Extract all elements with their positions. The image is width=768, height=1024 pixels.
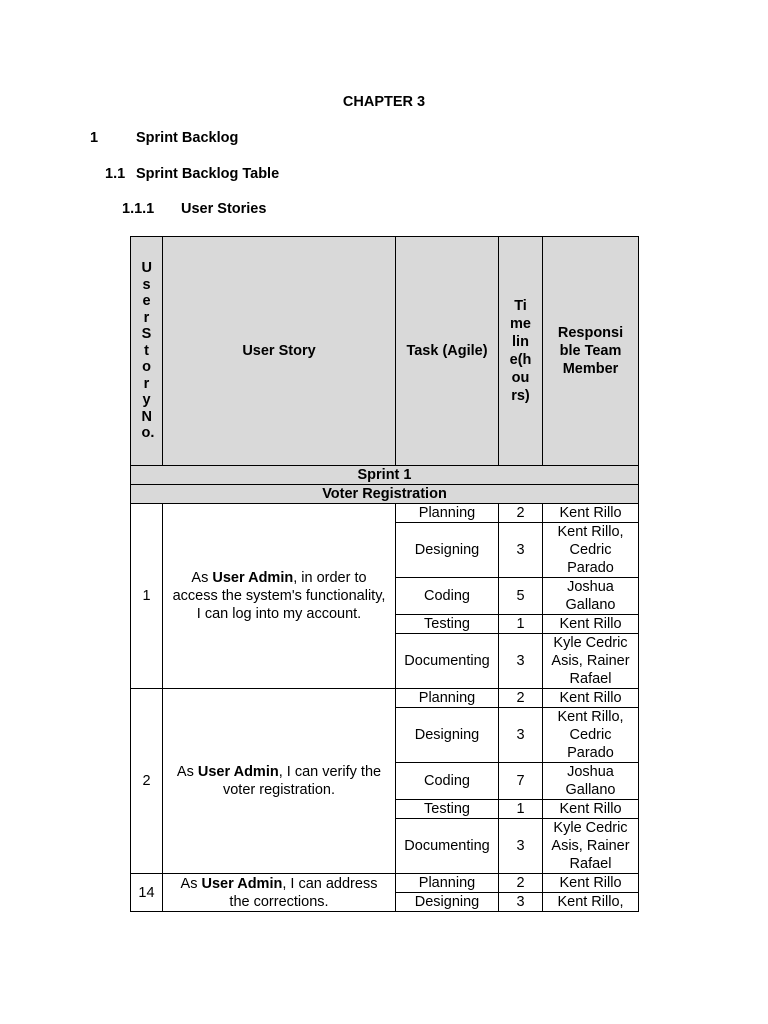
hours-cell: 2	[499, 689, 543, 708]
story-prefix: As	[191, 570, 213, 586]
member-cell: Kent Rillo, Cedric Parado	[543, 708, 639, 763]
story-prefix: As	[176, 764, 198, 780]
task-cell: Planning	[396, 504, 499, 523]
module-row	[131, 485, 639, 504]
story-prefix: As	[180, 875, 202, 892]
member-cell: Kent Rillo	[543, 874, 639, 893]
user-story-cell	[163, 874, 396, 912]
sprint-backlog-table	[130, 236, 639, 912]
hours-cell: 3	[499, 893, 543, 912]
member-cell: Kent Rillo, Cedric Parado	[543, 523, 639, 578]
section-title: Sprint Backlog	[136, 130, 239, 146]
task-cell: Testing	[396, 800, 499, 819]
header-timeline: Timeline(hours)	[499, 237, 543, 466]
member-cell: Joshua Gallano	[543, 578, 639, 615]
hours-cell: 1	[499, 615, 543, 634]
story-number-cell: 2	[131, 689, 163, 874]
task-cell: Planning	[396, 874, 499, 893]
hours-cell: 3	[499, 819, 543, 874]
task-cell: Coding	[396, 578, 499, 615]
module-label: Voter Registration	[131, 485, 639, 504]
hours-cell: 2	[499, 874, 543, 893]
subsubsection-number: 1.1.1	[122, 201, 155, 217]
task-cell: Designing	[396, 708, 499, 763]
task-cell: Documenting	[396, 819, 499, 874]
header-responsible: Responsible Team Member	[543, 237, 639, 466]
task-cell: Designing	[396, 893, 499, 912]
story-role: User Admin	[197, 764, 279, 780]
sprint-label: Sprint 1	[131, 466, 639, 485]
story-role: User Admin	[201, 875, 283, 892]
hours-cell: 1	[499, 800, 543, 819]
table-header-row	[131, 237, 639, 466]
story-number-cell: 14	[131, 874, 163, 912]
member-cell: Joshua Gallano	[543, 763, 639, 800]
hours-cell: 3	[499, 523, 543, 578]
hours-cell: 2	[499, 504, 543, 523]
header-user-story: User Story	[163, 237, 396, 466]
story-rest: , I can address the corrections.	[229, 875, 378, 910]
task-cell: Designing	[396, 523, 499, 578]
member-cell: Kent Rillo	[543, 504, 639, 523]
member-cell: Kent Rillo	[543, 800, 639, 819]
task-cell: Coding	[396, 763, 499, 800]
story-rest: , I can verify the voter registration.	[222, 764, 382, 798]
table-row	[131, 504, 639, 523]
subsection-number: 1.1	[105, 166, 126, 182]
header-story-no: User Story No.	[131, 237, 163, 466]
hours-cell: 5	[499, 578, 543, 615]
hours-cell: 3	[499, 634, 543, 689]
section-number: 1	[90, 130, 99, 146]
subsection-title: Sprint Backlog Table	[136, 166, 280, 182]
task-cell: Planning	[396, 689, 499, 708]
task-cell: Testing	[396, 615, 499, 634]
story-rest: , in order to access the system's functionality, I can log into my account.	[172, 570, 386, 622]
user-story-cell	[163, 689, 396, 874]
member-cell: Kyle Cedric Asis, Rainer Rafael	[543, 819, 639, 874]
table-row	[131, 874, 639, 893]
sprint-row	[131, 466, 639, 485]
story-number-cell: 1	[131, 504, 163, 689]
member-cell: Kent Rillo,	[543, 893, 639, 912]
story-role: User Admin	[212, 570, 294, 586]
hours-cell: 7	[499, 763, 543, 800]
member-cell: Kent Rillo	[543, 689, 639, 708]
chapter-heading: CHAPTER 3	[342, 94, 426, 110]
subsubsection-title: User Stories	[181, 201, 267, 217]
user-story-cell	[163, 504, 396, 689]
member-cell: Kyle Cedric Asis, Rainer Rafael	[543, 634, 639, 689]
task-cell: Documenting	[396, 634, 499, 689]
header-task: Task (Agile)	[396, 237, 499, 466]
table-row	[131, 689, 639, 708]
hours-cell: 3	[499, 708, 543, 763]
member-cell: Kent Rillo	[543, 615, 639, 634]
